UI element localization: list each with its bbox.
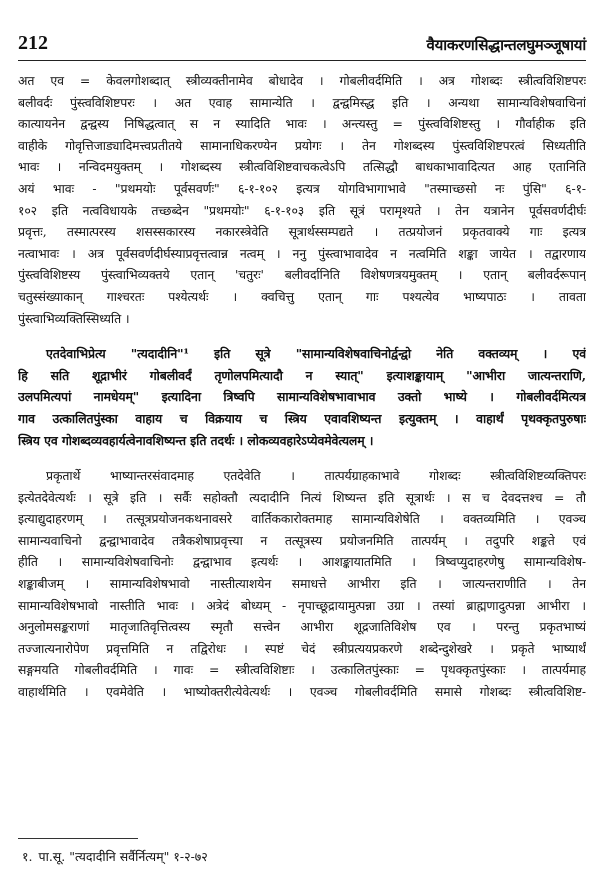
text-line: हि सति शूद्राभीरं गोबलीवर्दं तृणोलपमित्यादौ न स्यात्" इत्याशङ्कायाम् "आभीरा जात्यन्तराणि, bbox=[18, 367, 586, 383]
text-line: कात्यायनेन द्वन्द्वस्य निषिद्धत्वात् स न स्यादिति भावः । अन्त्यस्तु = पुंस्त्वविशिष्टस्तु । गौर्वाहीक इति bbox=[18, 116, 586, 132]
text-line: इत्याद्युदाहरणम् । तत्सूत्रप्रयोजनकथनावसरे वार्तिककारोक्तमाह सामान्यविशेषेति । वक्तव्यमिति । एवञ्च bbox=[18, 511, 586, 527]
text-line: भावः । नन्विदमयुक्तम् । गोशब्दस्य स्त्रीत्वविशिष्टवाचकत्वेऽपि तत्सिद्धौ बाधकाभावादित्यत आह एतानिति bbox=[18, 159, 586, 175]
text-line: बलीवर्दः पुंस्त्वविशिष्टपरः । अत एवाह सामान्येति । द्वन्द्वमिस्द्ध इति । अन्यथा सामान्यविशेषवाचिनां bbox=[18, 94, 586, 110]
text-line: वाहार्थमिति । एवमेवेति । भाष्योक्तरीत्येवेत्यर्थः । एवञ्च गोबलीवर्दमिति समासे गोशब्दः स्त्रीत्वविशिष्ट- bbox=[18, 684, 586, 700]
text-line: पुंस्त्वविशिष्टस्य पुंस्त्वाभिव्यक्तये एतान् 'चतुरः' बलीवर्दानिति विशेषणत्रयमुक्तम् । एतान् बलीवर्दरूपान् bbox=[18, 267, 586, 283]
text-line: प्रकृतार्थे भाष्यान्तरसंवादमाह एतदेवेति । तात्पर्यग्राहकाभावे गोशब्दः स्त्रीत्वविशिष्टव्यक्तिपरः bbox=[46, 468, 586, 484]
text-line: सामान्यवाचिनो द्वन्द्वाभावादेव तत्रैकशेषाप्रवृत्त्या न तत्सूत्रस्य प्रयोजनमिति तात्पर्यम् । तदुपरि शङ्कते एवं bbox=[18, 532, 586, 548]
page-header bbox=[18, 30, 586, 61]
text-line: अनुलोमसङ्कराणां मातृजातिवृत्तित्वस्य स्मृतौ सत्त्वेन आभीरा शूद्रजातिविशेष एव । परन्तु प्रकृतभाष्यं bbox=[18, 619, 586, 635]
body-text bbox=[18, 70, 586, 703]
text-line: इत्येतदेवेत्यर्थः । सूत्रे इति । सर्वैः सहोक्तौ त्यदादीनि नित्यं शिष्यन्त इति सूत्रार्थः । स च देवदत्तश्च = तौ bbox=[18, 489, 586, 505]
text-line: प्रवृत्तः, तस्मात्परस्य शसस्सकारस्य नकारस्त्रेवेति सूत्रार्थस्सम्पद्यते । तत्प्रयोजनं प्रकृतवाक्ये गाः इत्यत्र bbox=[18, 224, 586, 240]
text-line: वाहीके गोवृत्तिजाड्यादिमत्त्वप्रतीतये सामानाधिकरण्येन प्रयोगः । तेन गोशब्दस्य पुंस्त्वविशिष्टपरत्वं सिध्यतीति bbox=[18, 137, 586, 153]
text-line: सङ्गमयति गोबलीवर्दमिति । गावः = स्त्रीत्वविशिष्टाः । उत्कालितपुंस्काः = पृथक्कृतपुंस्काः । तात्पर्यमाह bbox=[18, 662, 586, 678]
text-line: पुंस्त्वाभिव्यक्तिस्सिध्यति । bbox=[18, 310, 130, 326]
text-line: अत एव = केवलगोशब्दात् स्त्रीव्यक्तीनामेव बोधादेव । गोबलीवर्दमिति । अत्र गोशब्दः स्त्रीत्वविशिष्टपरः bbox=[18, 73, 586, 88]
text-line: शङ्काबीजम् । सामान्यविशेषभावो नास्तीत्याशयेन समाधत्ते आभीरा इति । जात्यन्तराणीति । तेन bbox=[18, 576, 586, 592]
text-line: नत्वाभावः । अत्र पूर्वसवर्णदीर्घस्याप्रवृत्तत्वान्न नत्वम् । ननु पुंस्त्वाभावादेव न नत्वमिति शङ्का जायेत । तद्वारणाय bbox=[18, 245, 586, 261]
paragraph-commentary-2 bbox=[18, 465, 586, 703]
footnote bbox=[22, 848, 208, 865]
text-line: १०२ इति नत्वविधायके तच्छब्देन "प्रथमयोः" ६-१-१०३ इति सूत्रं परामृश्यते । तेन यत्रानेन पूर्वसवर्णदीर्घः bbox=[18, 202, 586, 218]
running-title: वैयाकरणसिद्धान्तलघुमञ्जूषायां bbox=[426, 36, 586, 54]
footnote-marker: १. bbox=[22, 849, 33, 864]
text-line: स्त्रिय एव गोशब्दव्यवहार्यत्वेनावशिष्यन्त इति तदर्थः । लोकव्यवहारेऽप्येवमेवेत्यलम् । bbox=[18, 432, 374, 448]
text-line: सामान्यविशेषभावो नास्तीति भावः । अत्रेदं बोध्यम् - नृपाच्छूद्रायामुत्पन्ना उग्रा । तस्यां ब्राह्मणादुत्पन्ना आभीरा । bbox=[18, 597, 586, 613]
text-line: अयं भावः - "प्रथमयोः पूर्वसवर्णः" ६-१-१०२ इत्यत्र योगविभागाभावे "तस्माच्छसो नः पुंसि" ६-१- bbox=[18, 180, 586, 196]
paragraph-commentary-1 bbox=[18, 70, 586, 329]
text-line: तज्जात्यनारोपेण प्रवृत्तमिति न तद्विरोधः । स्पष्टं चेदं स्त्रीप्रत्ययप्रकरणे शब्देन्दुशेखरे । प्रकृते भाष्यार्थं bbox=[18, 640, 586, 656]
page-number: 212 bbox=[18, 32, 48, 54]
text-line: चतुस्संख्याकान् गाश्चरतः पश्येत्यर्थः । क्वचित्तु एतान् गाः पश्यत्येव भाष्यपाठः । तावता bbox=[18, 288, 586, 304]
text-line: गाव उत्कालितपुंस्का वाहाय च विक्रयाय च स्त्रिय एवावशिष्यन्त इत्युक्तम् । वाहार्थं पृथक्कृतपुरुषाः bbox=[18, 410, 586, 426]
paragraph-bhashya-quote bbox=[18, 343, 586, 451]
text-line: हीति । सामान्यविशेषवाचिनोः द्वन्द्वाभाव इत्यर्थः । आशङ्कायातमिति । त्रिष्वप्युदाहरणेषु सामान्यविशेष- bbox=[18, 554, 586, 570]
text-line: एतदेवाभिप्रेत्य "त्यदादीनि"¹ इति सूत्रे "सामान्यविशेषवाचिनोर्द्वन्द्वो नेति वक्तव्यम् । एवं bbox=[46, 346, 586, 362]
text-line: उलपमित्यपां नामधेयम्" इत्यादिना त्रिष्वपि सामान्यविशेषभावाभाव उक्तो भाष्ये । गोबलीवर्दमित्यत्र bbox=[18, 389, 586, 405]
footnote-divider bbox=[18, 838, 138, 839]
footnote-text: पा.सू. "त्यदादीनि सर्वैर्नित्यम्" १-२-७२ bbox=[38, 849, 208, 864]
